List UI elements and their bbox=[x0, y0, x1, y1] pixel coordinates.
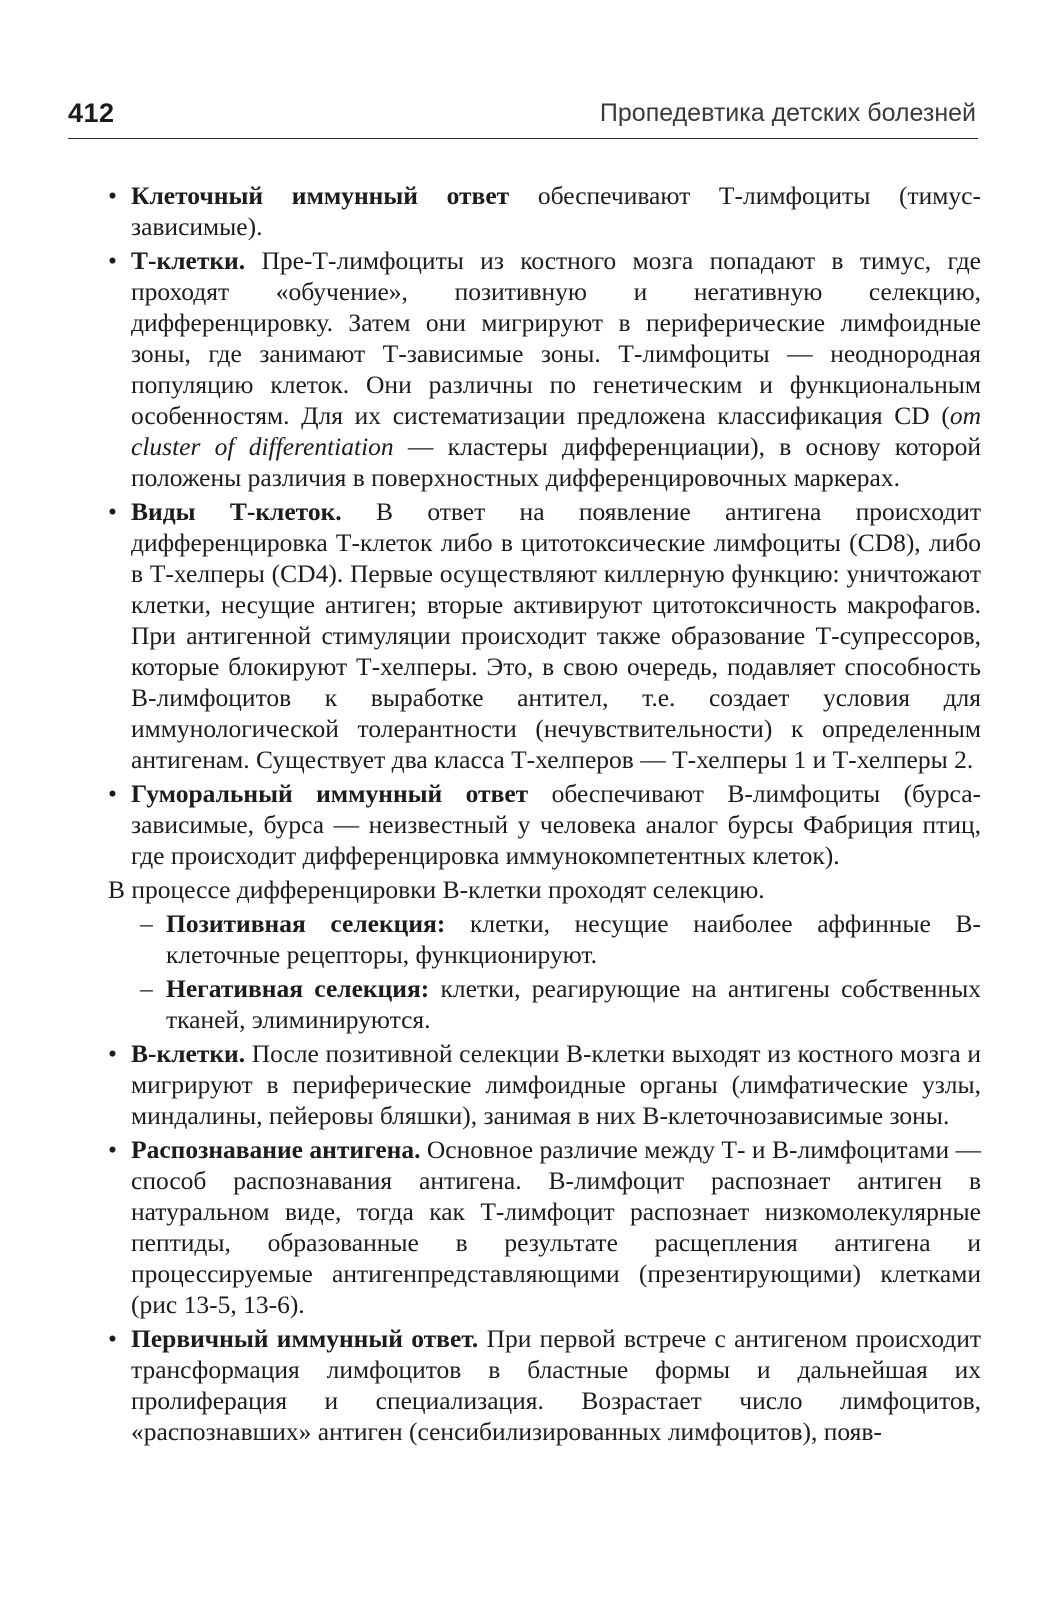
list-item bbox=[86, 496, 981, 775]
bullet-icon: • bbox=[108, 181, 117, 210]
term: Виды Т-клеток. bbox=[131, 497, 342, 526]
term: Клеточный иммунный ответ bbox=[131, 181, 510, 210]
list-item bbox=[86, 778, 981, 871]
paragraph: В процессе дифференцировки В-клетки проходят селекцию. bbox=[108, 875, 765, 904]
term: Т-клетки. bbox=[131, 246, 246, 275]
list-item bbox=[86, 1323, 981, 1447]
italic-phrase: от cluster of differentiation bbox=[131, 401, 981, 461]
list-item bbox=[86, 1134, 981, 1320]
page-number: 412 bbox=[68, 98, 115, 128]
list-item bbox=[86, 180, 981, 242]
bullet-icon: • bbox=[108, 1135, 117, 1164]
dash-icon: – bbox=[140, 974, 153, 1003]
bullet-icon: • bbox=[108, 497, 117, 526]
page-body bbox=[86, 180, 981, 1450]
dash-icon: – bbox=[140, 909, 153, 938]
list-item bbox=[86, 1038, 981, 1131]
bullet-icon: • bbox=[108, 779, 117, 808]
item-text: При первой встрече с антигеном происходит трансформация лимфоцитов в бластные формы и дальнейшая их пролиферация и специализация. Возрастает число лимфоцитов, «распознавших» антиген (сенсибилизированных лимфоцитов), появ- bbox=[131, 1324, 981, 1446]
list-item bbox=[86, 245, 981, 493]
sub-list-item bbox=[86, 973, 981, 1035]
item-text: Пре-Т-лимфоциты из костного мозга попадают в тимус, где проходят «обучение», позитивную и негативную селекцию, дифференцировку. Затем они мигрируют в периферические лимфоидные зоны, где занимают Т-зависимые зоны. Т-лимфоциты — неоднородная популяцию клеток. Они различны по генетическим и функциональным особенностям. Для их систематизации предложена классификация CD ( bbox=[131, 246, 981, 430]
term: Первичный иммунный ответ. bbox=[131, 1324, 479, 1353]
bullet-icon: • bbox=[108, 1324, 117, 1353]
item-text: Основное различие между Т- и В-лимфоцитами — способ распознавания антигена. В-лимфоцит распознает антиген в натуральном виде, тогда как Т-лимфоцит распознает низкомолекулярные пептиды, образованные в результате расщепления антигена и процессируемые антигенпредставляющими (презентирующими) клетками (рис 13-5, 13-6). bbox=[131, 1135, 982, 1319]
bullet-icon: • bbox=[108, 1039, 117, 1068]
term: Негативная селекция: bbox=[166, 974, 430, 1003]
item-text: обеспечивают В-лимфоциты (бурса-зависимые, бурса — неизвестный у человека аналог бурсы Фабриция птиц, где происходит дифференцировка иммунокомпетентных клеток). bbox=[131, 779, 981, 870]
item-text: клетки, реагирующие на антигены собственных тканей, элиминируются. bbox=[166, 974, 981, 1034]
item-text: обеспечивают Т-лимфоциты (тимус-зависимые). bbox=[131, 181, 981, 241]
bullet-icon: • bbox=[108, 246, 117, 275]
item-text: После позитивной селекции В-клетки выходят из костного мозга и мигрируют в периферические лимфоидные органы (лимфатические узлы, миндалины, пейеровы бляшки), занимая в них В-клеточнозависимые зоны. bbox=[131, 1039, 981, 1130]
sub-list-item bbox=[86, 908, 981, 970]
term: Позитивная селекция: bbox=[166, 909, 446, 938]
running-title: Пропедевтика детских болезней bbox=[599, 99, 976, 127]
item-text: В ответ на появление антигена происходит дифференцировка Т-клеток либо в цитотоксические лимфоциты (CD8), либо в Т-хелперы (CD4). Первые осуществляют киллерную функцию: уничтожают клетки, несущие антиген; вторые активируют цитотоксичность макрофагов. При антигенной стимуляции происходит также образование Т-супрессоров, которые блокируют Т-хелперы. Это, в свою очередь, подавляет способность В-лимфоцитов к выработке антител, т.е. создает условия для иммунологической толерантности (нечувствительности) к определенным антигенам. Существует два класса Т-хелперов — Т-хелперы 1 и Т-хелперы 2. bbox=[131, 497, 981, 774]
item-text: клетки, несущие наиболее аффинные В-клеточные рецепторы, функционируют. bbox=[166, 909, 981, 969]
term: Гуморальный иммунный ответ bbox=[131, 779, 529, 808]
term: Распознавание антигена. bbox=[131, 1135, 421, 1164]
item-text: — кластеры дифференциации), в основу которой положены различия в поверхностных дифференцировочных маркерах. bbox=[131, 432, 981, 492]
term: В-клетки. bbox=[131, 1039, 246, 1068]
page-header bbox=[68, 94, 978, 139]
